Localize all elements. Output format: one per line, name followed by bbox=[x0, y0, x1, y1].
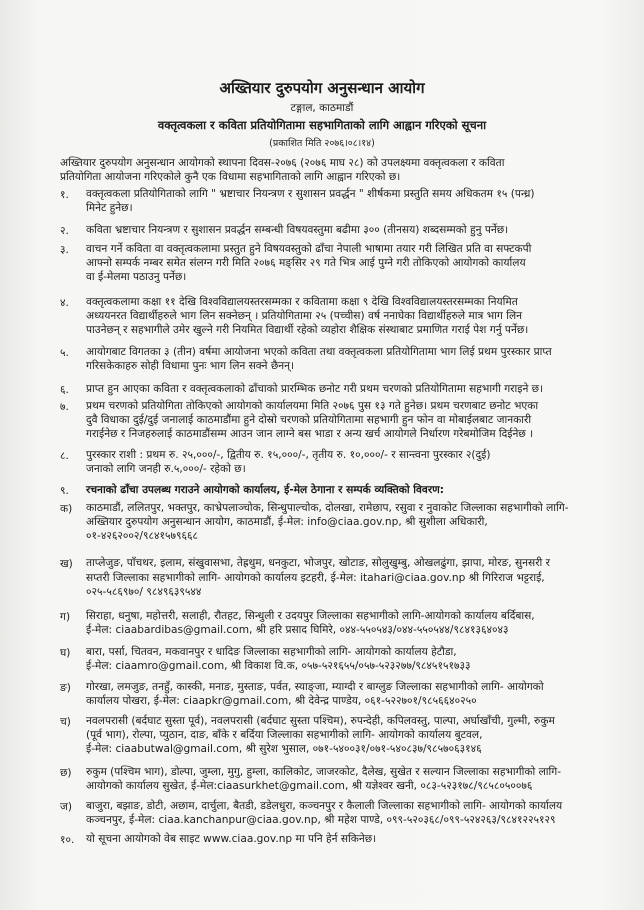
office-line: ०२५-५८६९७०/ ९८४९६३९५४४ bbox=[86, 586, 202, 598]
office-line: सप्तरी जिल्लाका सहभागीको लागि- आयोगको कार्यालय इटहरी, ई-मेल: itahari@ciaa.gov.np श्री गिरिराज भट्टराई, bbox=[86, 572, 545, 584]
office-line: ई-मेल: ciaabardibas@gmail.com, श्री हरि प्रसाद घिमिरे, ०४४-५५०५४३/०४४-५५०५४४/९८४१३६४०४३ bbox=[86, 624, 509, 636]
item-line: जनाको लागि जनही रु.५,०००/- रहेको छ। bbox=[86, 463, 246, 475]
item-line: आयोगबाट विगतका ३ (तीन) वर्षमा आयोजना भएको कविता तथा वक्तृत्वकला प्रतियोगितामा भाग लिई प्रथम पुरस्कार प्राप्त bbox=[86, 346, 552, 358]
item-line: पाउनेछन् र सहभागीले उमेर खुल्ने गरी नियमित विद्यार्थी रहेको व्यहोरा शैक्षिक संस्थाबाट प्रमाणित गराई पेश गर्नु पर्नेछ। bbox=[86, 324, 529, 336]
item-number: ४. bbox=[60, 297, 69, 309]
item-number: १. bbox=[60, 189, 69, 201]
office-label: छ) bbox=[60, 767, 72, 779]
org-title: अख्तियार दुरुपयोग अनुसन्धान आयोग bbox=[219, 79, 425, 97]
item-number: १०. bbox=[60, 834, 75, 846]
office-label: च) bbox=[60, 716, 71, 728]
item-line: पुरस्कार राशी : प्रथम रु. २५,०००/-, द्वितीय रु. १५,०००/-, तृतीय रु. १०,०००/- र सान्त्वना पुरस्कार २(दुई) bbox=[86, 449, 491, 461]
office-line: कार्यालय पोखरा, ई-मेल: ciaapkr@gmail.com, श्री देवेन्द्र पाण्डेय, ०६१-५२२७०१/९८५६६४०२५० bbox=[86, 695, 477, 707]
office-line: बाजुरा, बझाङ, डोटी, अछाम, दार्चुला, बैतडी, डडेलधुरा, कञ्चनपुर र कैलाली जिल्लाका सहभागीको लागि- आयोगको कार्यालय bbox=[86, 800, 563, 812]
office-line: नवलपरासी (बर्दघाट सुस्ता पूर्व), नवलपरासी (बर्दघाट सुस्ता पश्चिम), रुपन्देही, कपिलवस्तु, पाल्पा, अर्घाखाँची, गुल्मी, रुकुम bbox=[86, 715, 555, 727]
published-date: (प्रकाशित मिति २०७६।०८।१४) bbox=[269, 138, 375, 149]
item-number: ७. bbox=[60, 401, 69, 413]
office-label: क) bbox=[60, 503, 73, 515]
org-location: टङ्गाल, काठमाडौं bbox=[290, 102, 354, 114]
item-number: ३. bbox=[60, 244, 69, 256]
item-number: ६. bbox=[60, 384, 69, 396]
office-label: ङ) bbox=[60, 682, 71, 694]
office-label: ज) bbox=[60, 801, 72, 813]
office-line: (पूर्व भाग), रोल्पा, प्युठान, दाङ, बाँके र बर्दिया जिल्लाका सहभागीको लागि- आयोगको कार्यालय बुटवल, bbox=[86, 729, 483, 741]
office-label: ग) bbox=[60, 611, 71, 623]
item-line: वक्तृत्वकलामा कक्षा ११ देखि विश्वविद्यालयस्तरसम्मका र कवितामा कक्षा ९ देखि विश्वविद्यालयस्तरसम्मका नियमित bbox=[86, 296, 518, 308]
office-line: सिराहा, धनुषा, महोत्तरी, सलाही, रौतहट, सिन्धुली र उदयपुर जिल्लाका सहभागीको लागि-आयोगको कार्यालय बर्दिबास, bbox=[86, 610, 535, 622]
item-line: वाचन गर्ने कविता वा वक्तृत्वकलामा प्रस्तुत हुने विषयवस्तुको ढाँचा नेपाली भाषामा तयार गरी लिखित प्रति वा सफ्टकपी bbox=[86, 243, 532, 255]
item-number: ५. bbox=[60, 347, 69, 359]
office-line: बारा, पर्सा, चितवन, मकवानपुर र धादिङ जिल्लाका सहभागीको लागि- आयोगको कार्यालय हेटौडा, bbox=[86, 646, 457, 658]
intro-line: प्रतियोगिता आयोजना गरिएकोले कुनै एक विधामा सहभागिताको लागि आह्वान गरिएको छ। bbox=[60, 171, 401, 183]
office-line: कञ्चनपुर, ई-मेल: ciaa.kanchanpur@ciaa.gov.np, श्री महेश पाण्डे, ०९९-५२०३६८/०९९-५२४२६३/९८४१२२५१२९ bbox=[86, 814, 556, 826]
office-line: अख्तियार दुरुपयोग अनुसन्धान आयोग, काठमाडौं, ई-मेल: info@ciaa.gov.np, श्री सुशीला अधिकारी, bbox=[86, 516, 488, 528]
item-number: ८. bbox=[60, 450, 69, 462]
item-line: रचनाको ढाँचा उपलब्ध गराउने आयोगको कार्यालय, ई-मेल ठेगाना र सम्पर्क व्यक्तिको विवरण: bbox=[86, 484, 445, 496]
office-line: रुकुम (पश्चिम भाग), डोल्पा, जुम्ला, मुगु, हुम्ला, कालिकोट, जाजरकोट, दैलेख, सुखेत र सल्यान जिल्लाका सहभागीको लागि- bbox=[86, 766, 562, 778]
office-line: ई-मेल: ciaamro@gmail.com, श्री विकाश वि.क, ०५७-५२१६५५/०५७-५२३२७७/९८४५१५१७३३ bbox=[86, 660, 471, 672]
office-label: घ) bbox=[60, 647, 71, 659]
item-line: प्राप्त हुन आएका कविता र वक्तृत्वकलाको ढाँचाको प्रारम्भिक छनोट गरी प्रथम चरणको प्रतियोगितामा सहभागी गराइने छ। bbox=[86, 383, 544, 395]
office-label: ख) bbox=[60, 558, 73, 570]
office-line: ताप्लेजुङ, पाँचथर, इलाम, संखुवासभा, तेह्रथुम, धनकुटा, भोजपुर, खोटाङ, सोलुखुम्बु, ओखलढुंगा, झापा, मोरङ, सुनसरी र bbox=[86, 557, 550, 569]
item-number: ९. bbox=[60, 485, 69, 497]
office-line: ०१-४२६२००२/९८४१५७९६६८ bbox=[86, 530, 199, 542]
office-line: गोरखा, लमजुङ, तनहुँ, कास्की, मनाङ, मुस्ताङ, पर्वत, स्याङ्जा, म्याग्दी र बाग्लुङ जिल्लाका सहभागीको लागि- आयोगको bbox=[86, 681, 544, 693]
item-line: गरिसकेकाहरु सोही विधामा पुनः भाग लिन सक्ने छैनन्। bbox=[86, 360, 295, 372]
item-line: कविता भ्रष्टाचार नियन्त्रण र सुशासन प्रवर्द्धन सम्बन्धी विषयवस्तुमा बढीमा ३०० (तीनसय) शब्दसम्मको हुनु पर्नेछ। bbox=[86, 224, 509, 236]
item-line: गराईनेछ र निजहरुलाई काठमाडौंसम्म आउन जान लाग्ने बस भाडा र अन्य खर्च आयोगले निर्धारण गरेबमोजिम दिईनेछ । bbox=[86, 428, 534, 440]
website-notice: यो सूचना आयोगको वेब साइट www.ciaa.gov.np मा पनि हेर्न सकिनेछ। bbox=[86, 833, 377, 845]
office-line: काठमाडौं, ललितपुर, भक्तपुर, काभ्रेपलाञ्चोक, सिन्धुपाल्चोक, दोलखा, रामेछाप, रसुवा र नुवाकोट जिल्लाका सहभागीको लागि- bbox=[86, 502, 569, 514]
office-line: ई-मेल: ciaabutwal@gmail.com, श्री सुरेश भुसाल, ०७१-५४००३१/०७१-५४०८३७/९८५७०६३१४६ bbox=[86, 743, 482, 755]
notice-title: वक्तृत्वकला र कविता प्रतियोगितामा सहभागिताको लागि आह्वान गरिएको सूचना bbox=[157, 118, 487, 132]
item-line: वा ई-मेलमा पठाउनु पर्नेछ। bbox=[86, 271, 187, 283]
intro-line: अख्तियार दुरुपयोग अनुसन्धान आयोगको स्थापना दिवस-२०७६ (२०७६ माघ २८) को उपलक्ष्यमा वक्तृत्वकला र कविता bbox=[60, 157, 505, 169]
item-line: दुवै विधाका दुई/दुई जनालाई काठमाडौंमा हुने दोस्रो चरणको प्रतियोगितामा सहभागी हुन फोन वा मोबाईलबाट जानकारी bbox=[86, 414, 532, 426]
item-line: अध्ययनरत विद्यार्थीहरुले भाग लिन सक्नेछन् । प्रतियोगितामा २५ (पच्चीस) वर्ष ननाघेका विद्यार्थीहरुले मात्र भाग लिन bbox=[86, 310, 523, 322]
item-number: २. bbox=[60, 225, 69, 237]
item-line: प्रथम चरणको प्रतियोगिता तोकिएको आयोगको कार्यालयमा मिति २०७६ पुस १३ गते हुनेछ। प्रथम चरणबाट छनोट भएका bbox=[86, 400, 539, 412]
item-line: मिनेट हुनेछ। bbox=[86, 202, 133, 214]
item-line: वक्तृत्वकला प्रतियोगिताको लागि " भ्रष्टाचार नियन्त्रण र सुशासन प्रवर्द्धन " शीर्षकमा प्रस्तुति समय अधिकतम १५ (पन्ध्र) bbox=[86, 188, 535, 200]
item-line: आफ्नो सम्पर्क नम्बर समेत संलग्न गरी मिति २०७६ मङ्सिर २९ गते भित्र आई पुग्ने गरी तोकिएको आयोगको कार्यालय bbox=[86, 257, 526, 269]
office-line: आयोगको कार्यालय सुखेत, ई-मेल:ciaasurkhet@gmail.com, श्री यज्ञेश्वर खनी, ०८३-५२३१७८/९८५८०५००७६ bbox=[86, 780, 533, 792]
